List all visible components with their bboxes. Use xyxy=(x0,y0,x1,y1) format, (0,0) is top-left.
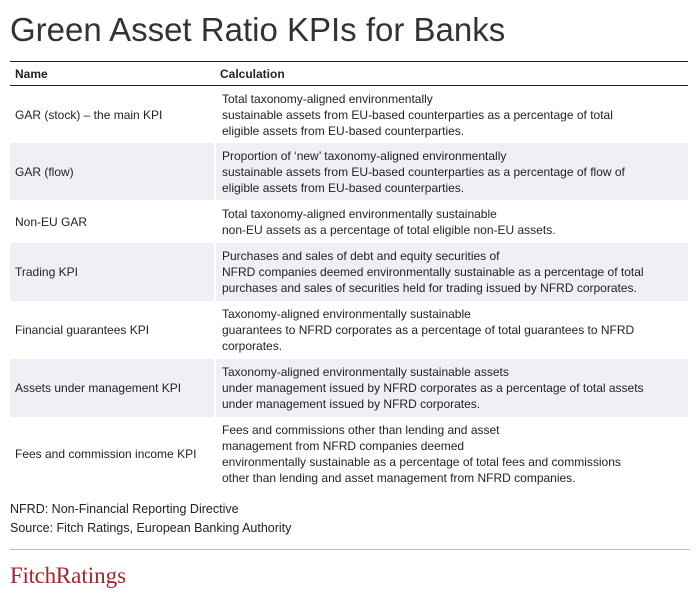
column-header-name: Name xyxy=(15,66,48,81)
row-name: GAR (stock) – the main KPI xyxy=(15,107,163,122)
row-calculation: Proportion of ‘new’ taxonomy-aligned environmentally sustainable assets from EU-based counterparties as a percentage of flow of eligible assets from EU-based counterparties. xyxy=(222,148,625,195)
table-row xyxy=(10,86,688,143)
row-name: Financial guarantees KPI xyxy=(15,323,150,337)
row-name: GAR (flow) xyxy=(15,164,74,179)
row-calculation: Total taxonomy-aligned environmentally sustainable non-EU assets as a percentage of total eligible non-EU assets. xyxy=(222,206,556,237)
fitch-ratings-logo: FitchRatings xyxy=(10,563,127,588)
table-header xyxy=(10,61,688,86)
table-row xyxy=(10,243,688,301)
column-header-calculation: Calculation xyxy=(220,66,285,81)
source-note: Source: Fitch Ratings, European Banking Authority xyxy=(10,521,292,535)
table-row xyxy=(10,301,688,359)
table-row xyxy=(10,200,688,243)
row-name: Trading KPI xyxy=(15,265,78,279)
row-name: Assets under management KPI xyxy=(15,381,182,395)
footnote: NFRD: Non-Financial Reporting Directive xyxy=(10,502,239,516)
table-row xyxy=(10,143,688,200)
kpi-table xyxy=(10,61,688,491)
row-calculation: Taxonomy-aligned environmentally sustainable guarantees to NFRD corporates as a percentage of total guarantees to NFRD corporates. xyxy=(222,307,635,353)
row-name: Non-EU GAR xyxy=(15,214,88,229)
divider xyxy=(10,549,690,550)
table-row xyxy=(10,359,688,417)
row-calculation: Total taxonomy-aligned environmentally sustainable assets from EU-based counterparties as a percentage of total eligible assets from EU-based counterparties. xyxy=(222,91,613,138)
row-name: Fees and commission income KPI xyxy=(15,447,197,461)
page-title: Green Asset Ratio KPIs for Banks xyxy=(10,11,506,48)
row-calculation: Taxonomy-aligned environmentally sustainable assets under management issued by NFRD corporates as a percentage of total assets under management issued by NFRD corporates. xyxy=(222,365,644,411)
table-row xyxy=(10,417,688,491)
row-calculation: Purchases and sales of debt and equity securities of NFRD companies deemed environmentally sustainable as a percentage of total purchases and sales of securities held for trading issued by NFRD corporates. xyxy=(222,249,644,295)
row-calculation: Fees and commissions other than lending and asset management from NFRD companies deemed environmentally sustainable as a percentage of total fees and commissions other than lending and asset management from NFRD companies. xyxy=(222,423,621,485)
